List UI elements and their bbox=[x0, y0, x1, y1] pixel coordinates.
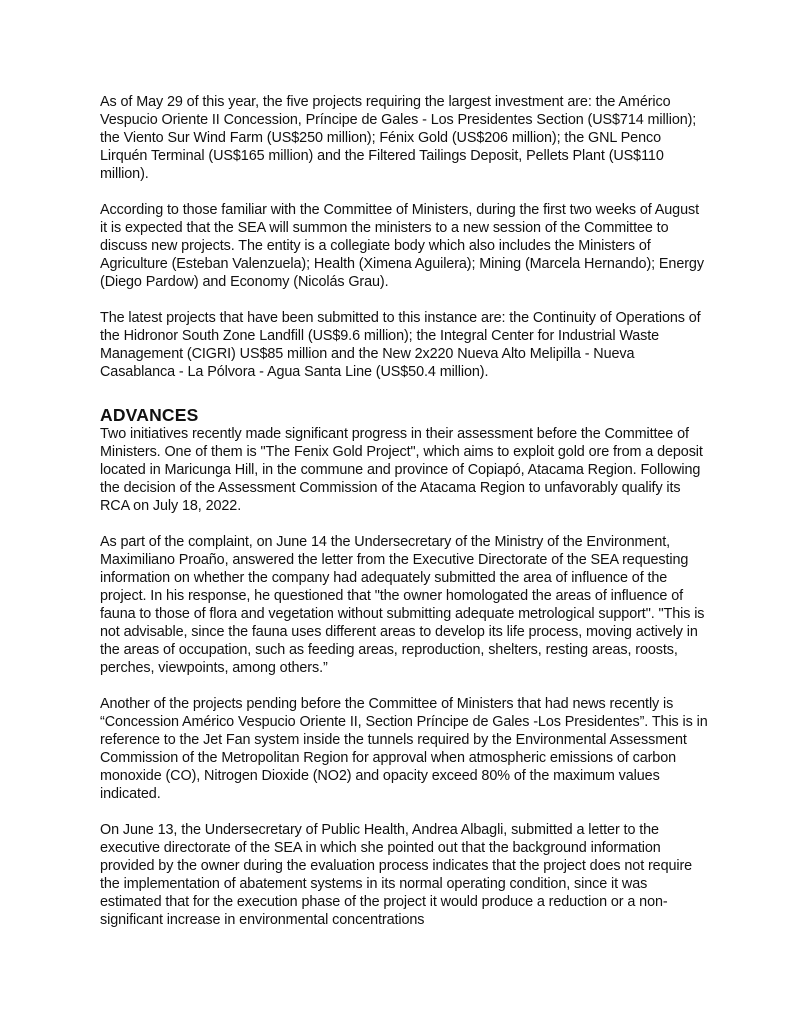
document-page bbox=[100, 93, 708, 929]
section-heading-advances: ADVANCES bbox=[100, 405, 199, 425]
paragraph-complaint: As part of the complaint, on June 14 the Undersecretary of the Ministry of the Environment, Maximiliano Proaño, answered the letter from the Executive Directorate of the SEA requesting information on whether the company had adequately submitted the area of influence of the project. In his response, he questioned that "the owner homologated the areas of influence of fauna to those of flora and vegetation without submitting adequate metrological support". "This is not advisable, since the fauna uses different areas to develop its life process, moving actively in the areas of occupation, such as feeding areas, reproduction, shelters, resting areas, roosts, perches, viewpoints, among others.” bbox=[100, 534, 705, 676]
paragraph-latest-projects: The latest projects that have been submitted to this instance are: the Continuity of Operations of the Hidronor South Zone Landfill (US$9.6 million); the Integral Center for Industrial Waste Management (CIGRI) US$85 million and the New 2x220 Nueva Alto Melipilla - Nueva Casablanca - La Pólvora - Agua Santa Line (US$50.4 million). bbox=[100, 310, 701, 380]
paragraph-committee-session: According to those familiar with the Committee of Ministers, during the first two weeks of August it is expected that the SEA will summon the ministers to a new session of the Committee to discuss new projects. The entity is a collegiate body which also includes the Ministers of Agriculture (Esteban Valenzuela); Health (Ximena Aguilera); Mining (Marcela Hernando); Energy (Diego Pardow) and Economy (Nicolás Grau). bbox=[100, 202, 704, 290]
paragraph-public-health-letter: On June 13, the Undersecretary of Public Health, Andrea Albagli, submitted a letter to the executive directorate of the SEA in which she pointed out that the background information provided by the owner during the evaluation process indicates that the project does not require the implementation of abatement systems in its normal operating condition, since it was estimated that for the execution phase of the project it would produce a reduction or a non-significant increase in environmental concentrations bbox=[100, 822, 693, 928]
paragraph-vespucio-concession: Another of the projects pending before the Committee of Ministers that had news recently is “Concession Américo Vespucio Oriente II, Section Príncipe de Gales -Los Presidentes”. This is in reference to the Jet Fan system inside the tunnels required by the Environmental Assessment Commission of the Metropolitan Region for approval when atmospheric emissions of carbon monoxide (CO), Nitrogen Dioxide (NO2) and opacity exceed 80% of the maximum values indicated. bbox=[100, 696, 708, 802]
paragraph-largest-investments: As of May 29 of this year, the five projects requiring the largest investment are: the Américo Vespucio Oriente II Concession, Príncipe de Gales - Los Presidentes Section (US$714 million); the Viento Sur Wind Farm (US$250 million); Fénix Gold (US$206 million); the GNL Penco Lirquén Terminal (US$165 million) and the Filtered Tailings Deposit, Pellets Plant (US$110 million). bbox=[100, 94, 697, 182]
paragraph-fenix-gold: Two initiatives recently made significant progress in their assessment before the Committee of Ministers. One of them is "The Fenix Gold Project", which aims to exploit gold ore from a deposit located in Maricunga Hill, in the commune and province of Copiapó, Atacama Region. Following the decision of the Assessment Commission of the Atacama Region to unfavorably qualify its RCA on July 18, 2022. bbox=[100, 426, 703, 514]
